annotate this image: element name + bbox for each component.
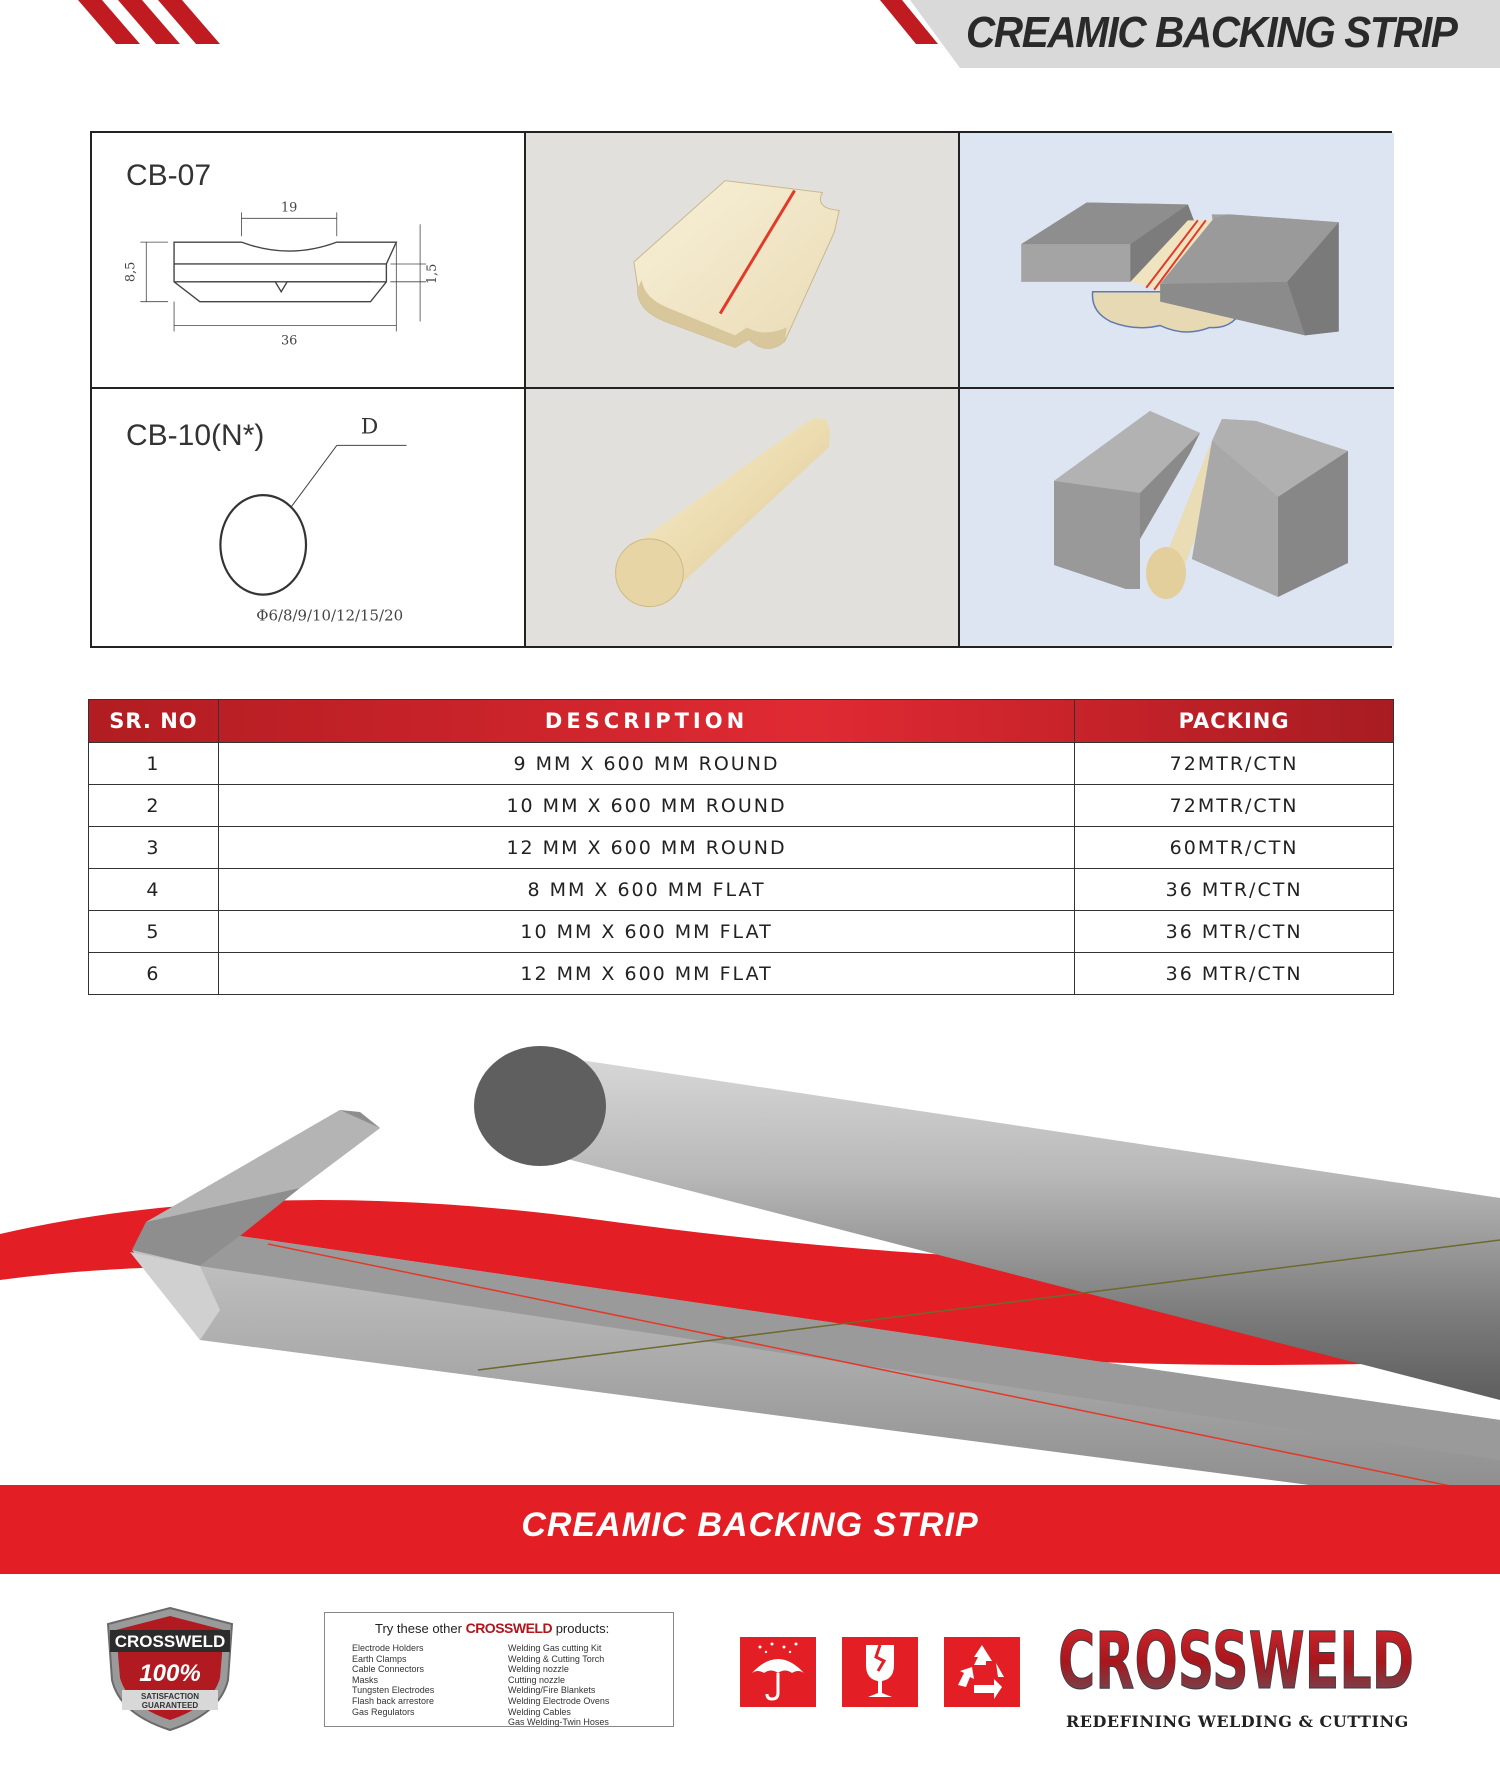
table-row [89,743,1394,785]
list-item: Cable Connectors [352,1664,425,1675]
diameter-sizes: Φ6/8/9/10/12/15/20 [256,606,404,625]
cell-packing: 36 MTR/CTN [1075,911,1394,953]
list-item: Welding Gas cutting Kit [508,1643,602,1653]
header-packing: PACKING [1075,700,1394,743]
cell-packing: 36 MTR/CTN [1075,869,1394,911]
cb07-strip-render [526,133,960,389]
dim-depth: 1,5 [424,263,440,285]
list-item: Welding Electrode Ovens [508,1695,610,1706]
diameter-label: D [360,414,379,440]
cb10-rod-render [526,389,960,646]
heading-prefix: Try these other [375,1621,462,1636]
table-header-row [89,700,1394,743]
table-row [89,785,1394,827]
table-row [89,911,1394,953]
badge-percent: 100% [139,1660,201,1687]
header-sr-no: SR. NO [89,700,219,743]
cell-description: 12 MM X 600 MM FLAT [218,953,1074,995]
list-item: Welding Cables [508,1706,571,1717]
crossweld-logo [1058,1608,1418,1703]
table-row [89,869,1394,911]
page-title: CREAMIC BACKING STRIP [966,8,1457,57]
badge-line1: SATISFACTION [140,1692,200,1701]
heading-suffix: products: [555,1621,610,1636]
other-products-list-right [508,1643,609,1728]
dim-height: 8,5 [123,261,139,283]
list-item: Electrode Holders [352,1643,424,1653]
list-item: Earth Clamps [352,1653,407,1664]
cell-packing: 72MTR/CTN [1075,743,1394,785]
other-products-list-left [352,1643,434,1717]
model-label-cb07: CB-07 [126,159,212,192]
badge-line2: GUARANTEED [141,1701,199,1710]
fragile-glass-icon [842,1637,918,1707]
list-item: Cutting nozzle [508,1674,566,1685]
cell-description: 12 MM X 600 MM ROUND [218,827,1074,869]
specification-table [88,699,1394,995]
product-image-grid [90,131,1392,648]
cell-sr: 1 [89,743,219,785]
logo-text: CROSSWELD [1058,1617,1414,1703]
cell-packing: 36 MTR/CTN [1075,953,1394,995]
recycle-icon [944,1637,1020,1707]
list-item: Masks [352,1674,379,1685]
other-products-heading [375,1620,609,1636]
cell-description: 10 MM X 600 MM ROUND [218,785,1074,827]
list-item: Welding/Fire Blankets [508,1685,596,1696]
list-item: Welding nozzle [508,1664,569,1675]
umbrella-icon [740,1637,816,1707]
badge-brand: CROSSWELD [114,1632,226,1651]
dim-top: 19 [280,200,298,216]
list-item: Gas Welding-Twin Hoses [508,1717,609,1728]
table-row [89,827,1394,869]
other-products-box [324,1612,674,1727]
header-stripes-decoration [60,0,240,48]
cb10-technical-drawing [92,389,526,646]
header-description: DESCRIPTION [218,700,1074,743]
cell-sr: 3 [89,827,219,869]
cell-sr: 4 [89,869,219,911]
cell-sr: 2 [89,785,219,827]
list-item: Welding & Cutting Torch [508,1653,605,1664]
list-item: Flash back arrestore [352,1695,435,1706]
list-item: Gas Regulators [352,1706,415,1717]
cell-sr: 6 [89,953,219,995]
banner-title: CREAMIC BACKING STRIP [521,1506,979,1544]
cb07-profile-diagram [92,133,524,387]
cb10-joint-render [960,389,1394,646]
table-row [89,953,1394,995]
cb10-profile-diagram [92,389,524,646]
cb07-joint-render [960,133,1394,389]
cell-description: 10 MM X 600 MM FLAT [218,911,1074,953]
dim-width: 36 [280,333,298,349]
cb07-technical-drawing [92,133,526,389]
cell-packing: 72MTR/CTN [1075,785,1394,827]
model-label-cb10: CB-10(N*) [126,419,265,452]
cell-description: 8 MM X 600 MM FLAT [218,869,1074,911]
cell-packing: 60MTR/CTN [1075,827,1394,869]
cell-sr: 5 [89,911,219,953]
satisfaction-guarantee-badge [100,1602,240,1734]
cell-description: 9 MM X 600 MM ROUND [218,743,1074,785]
backing-strip-hero-image [0,1040,1500,1490]
brand-tagline: REDEFINING WELDING & CUTTING [1066,1712,1409,1731]
heading-brand: CROSSWELD [465,1620,553,1636]
list-item: Tungsten Electrodes [352,1685,435,1696]
